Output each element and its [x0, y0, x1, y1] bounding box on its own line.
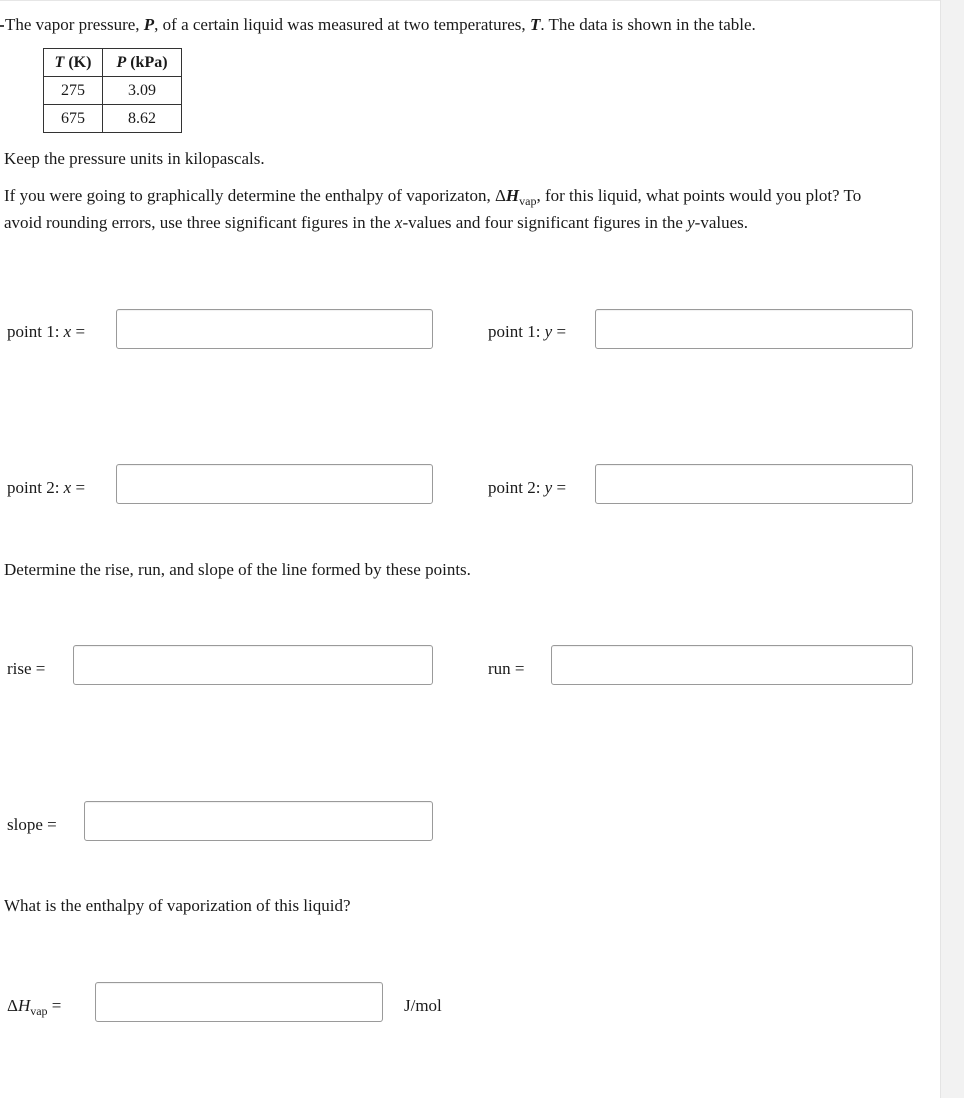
- bullet-icon: [0, 25, 4, 27]
- table-cell: 8.62: [103, 105, 182, 133]
- table-header-row: [44, 49, 182, 77]
- point2-y-label: point 2: y =: [488, 478, 567, 497]
- question-points: If you were going to graphically determine the enthalpy of vaporizaton, $\Delta H_{vap}$, for this liquid, what points would you plot? To avoid rounding errors, use three significant figures in the x-values and four significant figures in the y-values.: [4, 186, 862, 232]
- top-divider: [0, 0, 940, 1]
- rise-input[interactable]: [73, 645, 433, 685]
- table-row: [44, 105, 182, 133]
- rise-label: rise =: [7, 659, 46, 678]
- table-cell: 3.09: [103, 77, 182, 105]
- table-header-pressure: P (kPa): [103, 49, 182, 77]
- slope-label: slope =: [7, 815, 57, 834]
- table-cell: 675: [44, 105, 103, 133]
- slope-input[interactable]: [84, 801, 433, 841]
- run-label: run =: [488, 659, 525, 678]
- point1-y-input[interactable]: [595, 309, 913, 349]
- question-enthalpy: What is the enthalpy of vaporization of this liquid?: [4, 896, 351, 915]
- enthalpy-input[interactable]: [95, 982, 383, 1022]
- point2-y-input[interactable]: [595, 464, 913, 504]
- enthalpy-label: $\Delta H_{vap}$ =: [7, 996, 62, 1018]
- run-input[interactable]: [551, 645, 913, 685]
- point2-x-input[interactable]: [116, 464, 433, 504]
- point2-x-label: point 2: x =: [7, 478, 86, 497]
- page-scroll-gutter: [940, 0, 964, 1098]
- data-table: [43, 48, 182, 133]
- point1-y-label: point 1: y =: [488, 322, 567, 341]
- point1-x-input[interactable]: [116, 309, 433, 349]
- point1-x-label: point 1: x =: [7, 322, 86, 341]
- units-note: Keep the pressure units in kilopascals.: [4, 149, 265, 168]
- table-header-temperature: T (K): [44, 49, 103, 77]
- question-rise-run: Determine the rise, run, and slope of the line formed by these points.: [4, 560, 471, 579]
- enthalpy-unit: J/mol: [404, 996, 442, 1015]
- table-cell: 275: [44, 77, 103, 105]
- intro-text: The vapor pressure, P, of a certain liquid was measured at two temperatures, T. The data is shown in the table.: [0, 14, 756, 36]
- table-row: [44, 77, 182, 105]
